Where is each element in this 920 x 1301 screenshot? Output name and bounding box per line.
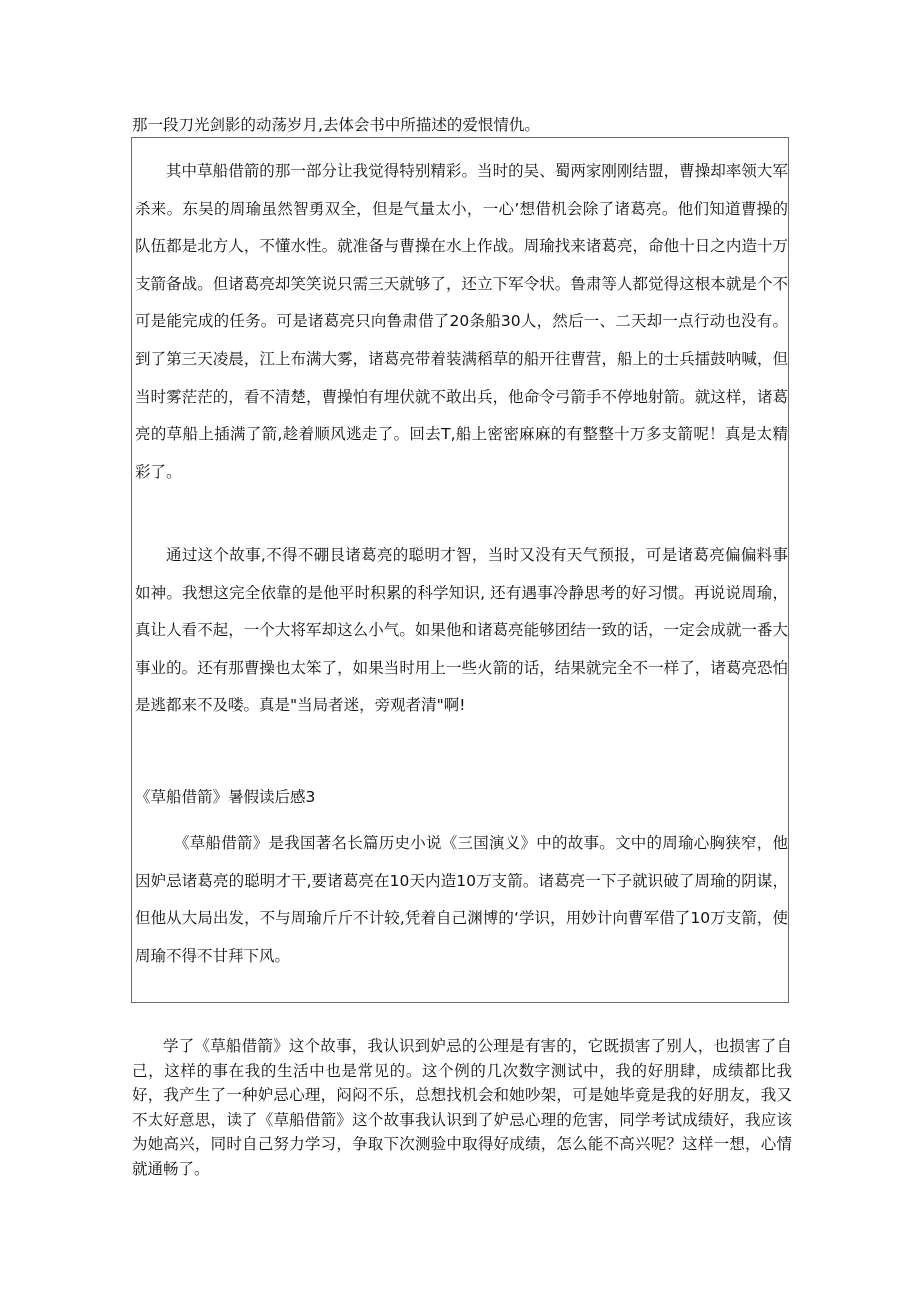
- box-paragraph-2: 通过这个故事,不得不硼艮诸葛亮的聪明才智，当时又没有天气预报，可是诸葛亮偏偏料事如神。我想这完全依靠的是他平时积累的科学知识, 还有遇事冷静思考的好习惯。再说说周瑜，真让人看不起，一个大将军却这么小气。如果他和诸葛亮能够团结一致的话，一定会成就一番大事业的。还有那曹操也太笨了，如果当时用上一些火箭的话，结果就完全不一样了，诸葛亮恐怕是逃都来不及喽。真是"当局者迷，旁观者清"啊!: [135, 546, 788, 715]
- intro-line: 那一段刀光剑影的动荡岁月,去体会书中所描述的爱恨情仇。: [132, 116, 540, 134]
- box-paragraph-3: 《草船借箭》是我国著名长篇历史小说《三国演义》中的故事。文中的周瑜心胸狭窄，他因妒忌诸葛亮的聪明才干,要诸葛亮在10天内造10万支箭。诸葛亮一下子就识破了周瑜的阴谋，但他从大局出发，不与周瑜斤斤不计较,凭着自己渊博的‘学识，用妙计向曹军借了10万支箭，使周瑜不得不甘拜下风。: [135, 834, 788, 965]
- bordered-text-box: [131, 137, 789, 1003]
- section-heading: 《草船借箭》暑假读后感3: [135, 788, 316, 806]
- closing-paragraph: 学了《草船借箭》这个故事，我认识到妒忌的公理是有害的，它既损害了别人，也损害了自己，这样的事在我的生活中也是常见的。这个例的几次数字测试中，我的好朋肆，成绩都比我好，我产生了一种妒忌心理，闷闷不乐，总想找机会和她吵架，可是她毕竟是我的好朋友，我又不太好意思，读了《草船借箭》这个故事我认识到了妒忌心理的危害，同学考试成绩好，我应该为她高兴，同时自己努力学习，争取下次测验中取得好成绩，怎么能不高兴呢？这样一想，心情就通畅了。: [132, 1037, 792, 1178]
- box-paragraph-1: 其中草船借箭的那一部分让我觉得特别精彩。当时的吴、蜀两家刚刚结盟，曹操却率领大军杀来。东吴的周瑜虽然智勇双全，但是气量太小，一心’想借机会除了诸葛亮。他们知道曹操的队伍都是北方人，不懂水性。就准备与曹操在水上作战。周瑜找来诸葛亮，命他十日之内造十万支箭备战。但诸葛亮却笑笑说只需三天就够了，还立下军令状。鲁肃等人都觉得这根本就是个不可是能完成的任务。可是诸葛亮只向鲁肃借了20条船30人，然后一、二天却一点行动也没有。到了第三天凌晨，江上布满大雾，诸葛亮带着装满稻草的船开往曹营，船上的士兵擂鼓呐喊，但当时雾茫茫的，看不清楚，曹操怕有埋伏就不敢出兵，他命令弓箭手不停地射箭。就这样，诸葛亮的草船上插满了箭,趁着顺风逃走了。回去T,船上密密麻麻的有整整十万多支箭呢！真是太精彩了。: [135, 162, 788, 481]
